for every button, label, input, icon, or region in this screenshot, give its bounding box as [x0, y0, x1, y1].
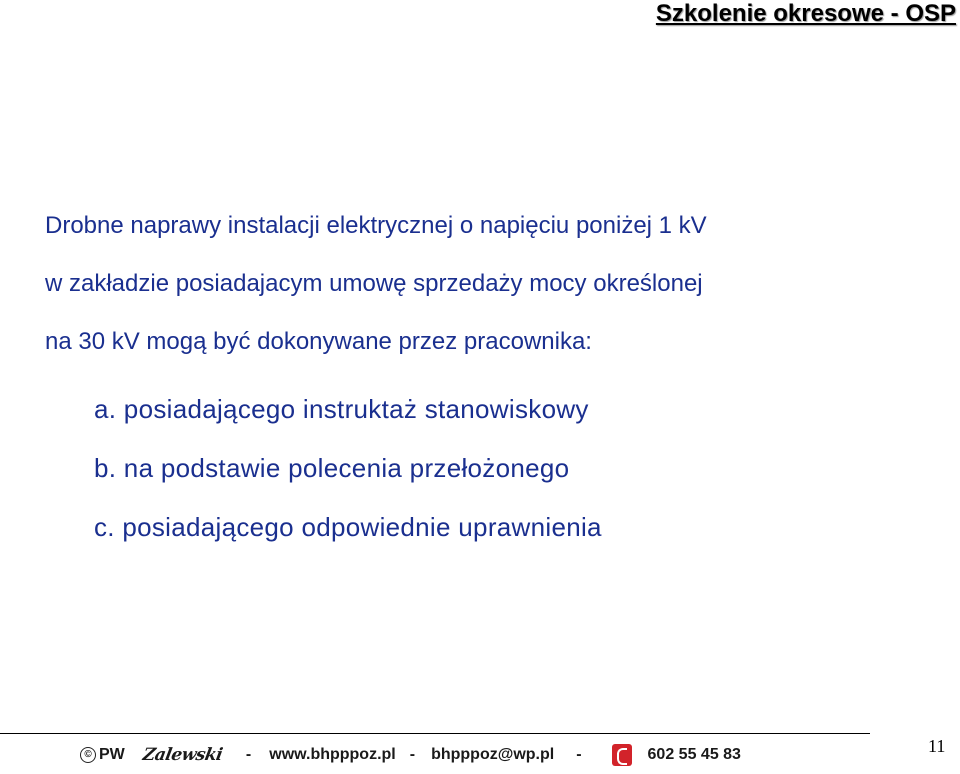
- page-number: 11: [928, 736, 946, 756]
- answer-c: c. posiadającego odpowiednie uprawnienia: [94, 512, 602, 542]
- phone-number: 602 55 45 83: [647, 746, 741, 763]
- question-line-2: w zakładzie posiadajacym umowę sprzedaży mocy określonej: [45, 270, 703, 297]
- website-link[interactable]: www.bhpppoz.pl: [269, 746, 396, 763]
- footer-divider: [0, 733, 870, 734]
- copyright-icon: ©: [80, 747, 96, 763]
- answer-a: a. posiadającego instruktaż stanowiskowy: [94, 394, 589, 424]
- presentation-title: Szkolenie okresowe - OSP: [655, 0, 956, 27]
- signature-logo: Zalewski: [141, 745, 224, 765]
- copyright-text: PW: [99, 746, 125, 763]
- question-line-3: na 30 kV mogą być dokonywane przez pracownika:: [45, 328, 592, 355]
- footer-separator-1: -: [245, 746, 252, 763]
- copyright-block: [80, 746, 125, 764]
- phone-icon: [612, 744, 632, 766]
- footer-separator-2: -: [409, 746, 416, 763]
- footer: [80, 740, 880, 770]
- email-link[interactable]: bhpppoz@wp.pl: [431, 746, 555, 763]
- answer-b: b. na podstawie polecenia przełożonego: [94, 453, 570, 483]
- question-text: [45, 210, 925, 384]
- answer-list: [94, 393, 602, 570]
- question-line-1: Drobne naprawy instalacji elektrycznej o napięciu poniżej 1 kV: [45, 212, 707, 239]
- footer-separator-3: -: [576, 746, 582, 763]
